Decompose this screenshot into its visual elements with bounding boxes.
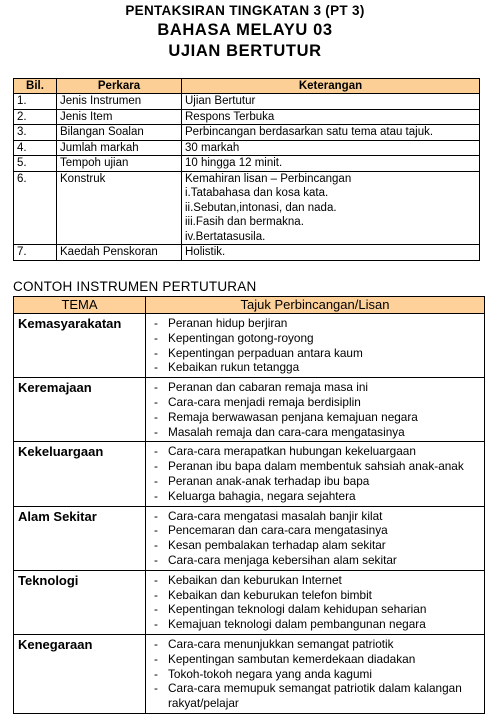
table-row (14, 442, 485, 506)
list-item: - Kebaikan dan keburukan Internet (152, 573, 480, 588)
table-row (14, 125, 480, 141)
topic-list (152, 637, 480, 711)
row-number: 3. (14, 125, 57, 141)
row-number: 1. (14, 94, 57, 110)
row-perkara: Jumlah markah (57, 140, 182, 156)
exam-info-table (13, 78, 480, 261)
row-keterangan: Ujian Bertutur (182, 94, 480, 110)
row-perkara: Bilangan Soalan (57, 125, 182, 141)
table-row (14, 245, 480, 261)
row-number: 2. (14, 109, 57, 125)
row-keterangan: 10 hingga 12 minit. (182, 156, 480, 172)
row-perkara: Kaedah Penskoran (57, 245, 182, 261)
col-header-bil: Bil. (14, 79, 57, 94)
theme-cell: Teknologi (14, 570, 146, 634)
list-item: - Kemajuan teknologi dalam pembangunan negara (152, 617, 480, 632)
topic-list (152, 573, 480, 632)
topic-list (152, 509, 480, 568)
row-number: 6. (14, 171, 57, 245)
col-header-tajuk: Tajuk Perbincangan/Lisan (146, 297, 485, 314)
paper-title: UJIAN BERTUTUR (168, 42, 322, 60)
table-row (14, 570, 485, 634)
list-item: - Kebaikan dan keburukan telefon bimbit (152, 588, 480, 603)
topics-cell (146, 378, 485, 442)
section-heading: CONTOH INSTRUMEN PERTUTURAN (13, 279, 257, 294)
list-item: - Pencemaran dan cara-cara mengatasinya (152, 523, 480, 538)
table-row (14, 109, 480, 125)
list-item: - Cara-cara mengatasi masalah banjir kilat (152, 509, 480, 524)
topics-cell (146, 634, 485, 713)
list-item: - Peranan anak-anak terhadap ibu bapa (152, 474, 480, 489)
list-item: - Peranan ibu bapa dalam membentuk sahsiah anak-anak (152, 459, 480, 474)
topics-cell (146, 570, 485, 634)
list-item: - Cara-cara merapatkan hubungan kekeluargaan (152, 444, 480, 459)
row-number: 5. (14, 156, 57, 172)
list-item: - Peranan dan cabaran remaja masa ini (152, 380, 480, 395)
theme-cell: Kemasyarakatan (14, 314, 146, 378)
list-item: - Cara-cara menjadi remaja berdisiplin (152, 395, 480, 410)
topics-cell (146, 442, 485, 506)
row-keterangan: Holistik. (182, 245, 480, 261)
list-item: - Cara-cara menunjukkan semangat patriotik (152, 637, 480, 652)
row-perkara: Konstruk (57, 171, 182, 245)
topic-list (152, 316, 480, 375)
list-item: - Cara-cara menjaga kebersihan alam sekitar (152, 553, 480, 568)
list-item: - Masalah remaja dan cara-cara mengatasinya (152, 425, 480, 440)
row-number: 7. (14, 245, 57, 261)
konstruk-line: iv.Bertatasusila. (185, 230, 266, 243)
theme-cell: Kekeluargaan (14, 442, 146, 506)
table-row (14, 378, 485, 442)
row-perkara: Jenis Instrumen (57, 94, 182, 110)
topic-list (152, 444, 480, 503)
list-item: - Kebaikan rukun tetangga (152, 360, 480, 375)
theme-cell: Kenegaraan (14, 634, 146, 713)
list-item: - Kesan pembalakan terhadap alam sekitar (152, 538, 480, 553)
subject-title: BAHASA MELAYU 03 (157, 21, 333, 39)
konstruk-line: iii.Fasih dan bermakna. (185, 216, 304, 228)
theme-cell: Alam Sekitar (14, 506, 146, 570)
list-item: - Keluarga bahagia, negara sejahtera (152, 489, 480, 504)
content-header-row (14, 297, 485, 314)
theme-cell: Keremajaan (14, 378, 146, 442)
topics-cell (146, 506, 485, 570)
table-row (14, 156, 480, 172)
col-header-tema: TEMA (14, 297, 146, 314)
topic-list (152, 380, 480, 439)
table-row (14, 171, 480, 245)
exam-title: PENTAKSIRAN TINGKATAN 3 (PT 3) (125, 3, 365, 18)
col-header-perkara: Perkara (57, 79, 182, 94)
col-header-keterangan: Keterangan (182, 79, 480, 94)
row-perkara: Jenis Item (57, 109, 182, 125)
row-keterangan: Respons Terbuka (182, 109, 480, 125)
table-row (14, 94, 480, 110)
row-keterangan (182, 171, 480, 245)
list-item: - Kepentingan teknologi dalam kehidupan seharian (152, 602, 480, 617)
list-item: - Peranan hidup berjiran (152, 316, 480, 331)
row-number: 4. (14, 140, 57, 156)
list-item: - Tokoh-tokoh negara yang anda kagumi (152, 667, 480, 682)
list-item: - Kepentingan perpaduan antara kaum (152, 346, 480, 361)
table-row (14, 634, 485, 713)
konstruk-line: ii.Sebutan,intonasi, dan nada. (185, 201, 337, 214)
table-row (14, 506, 485, 570)
list-item: - Kepentingan gotong-royong (152, 331, 480, 346)
topics-cell (146, 314, 485, 378)
list-item: - Remaja berwawasan penjana kemajuan negara (152, 410, 480, 425)
info-header-row (14, 79, 480, 94)
row-perkara: Tempoh ujian (57, 156, 182, 172)
table-row (14, 140, 480, 156)
list-item: - Cara-cara memupuk semangat patriotik dalam kalangan rakyat/pelajar (152, 681, 480, 711)
konstruk-line: i.Tatabahasa dan kosa kata. (185, 187, 329, 199)
konstruk-line: Kemahiran lisan – Perbincangan (185, 172, 352, 185)
list-item: - Kepentingan sambutan kemerdekaan diadakan (152, 652, 480, 667)
table-row (14, 314, 485, 378)
row-keterangan: 30 markah (182, 140, 480, 156)
row-keterangan: Perbincangan berdasarkan satu tema atau tajuk. (182, 125, 480, 141)
speaking-topics-table (13, 296, 485, 714)
